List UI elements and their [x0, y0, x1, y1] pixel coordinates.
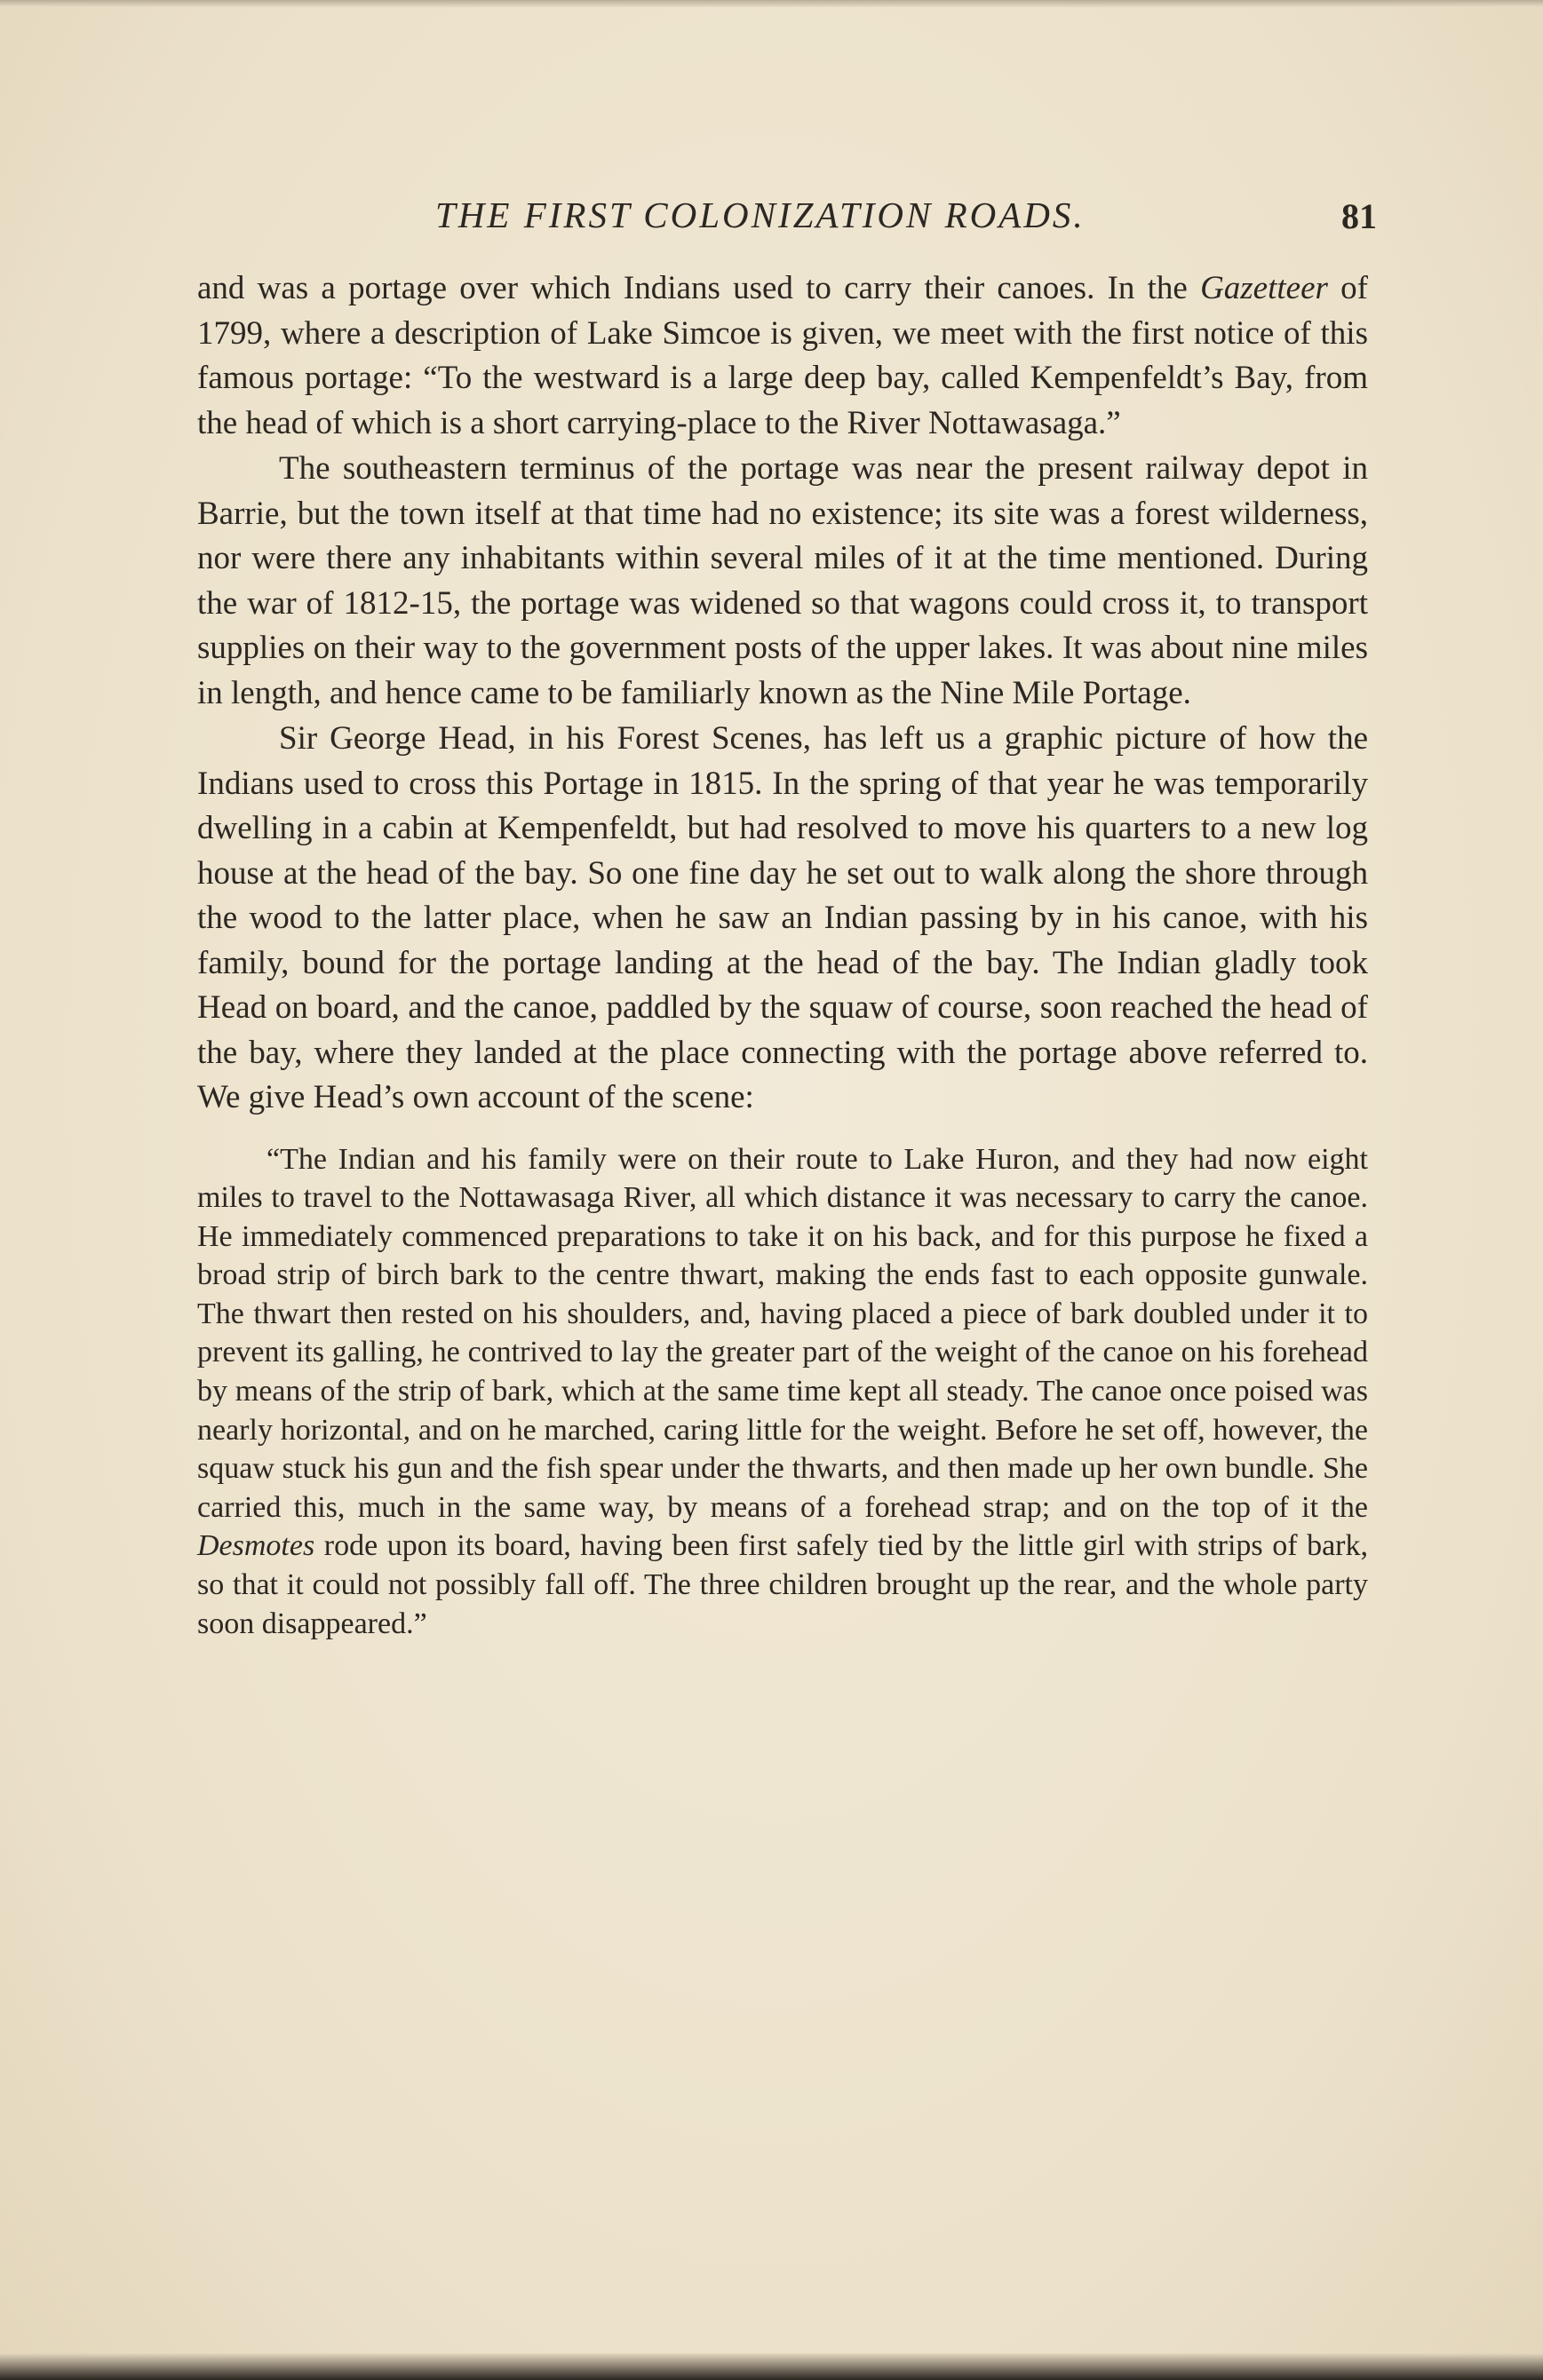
page-top-edge — [0, 0, 1543, 7]
paragraph-3: Sir George Head, in his Forest Scenes, has left us a graphic picture of how the Indians used to cross this Portage in 1815. In the spring of that year he was temporarily dwelling in a cabin at Kempenfeldt, but had resolved to move his quarters to a new log house at the head of the bay. So one fine day he set out to walk along the shore through the wood to the latter place, when he saw an Indian passing by in his canoe, with his family, bound for the portage landing at the head of the bay. The Indian gladly took Head on board, and the canoe, paddled by the squaw of course, soon reached the head of the bay, where they landed at the place connecting with the portage above referred to. We give Head’s own account of the scene: — [197, 720, 1368, 1115]
paragraph-1 — [197, 266, 1368, 446]
page-header — [195, 194, 1377, 247]
page-number: 81 — [1341, 196, 1377, 236]
gazetteer-title: Gazetteer — [1200, 270, 1328, 306]
body-text — [197, 266, 1368, 1643]
page-bottom-edge — [0, 2353, 1543, 2380]
paragraph-2: The southeastern terminus of the portage was near the present railway depot in Barrie, but the town itself at that time had no existence; its site was a forest wilderness, nor were there any inhabitants within several miles of it at the time mentioned. During the war of 1812-15, the portage was widened so that wagons could cross it, to transport supplies on their way to the government posts of the upper lakes. It was about nine miles in length, and hence came to be familiarly known as the Nine Mile Portage. — [197, 450, 1368, 711]
quote-text-a: “The Indian and his family were on their route to Lake Huron, and they had now eight miles to travel to the Nottawasaga River, all which distance it was necessary to carry the canoe. He immediately commenced preparations to take it on his back, and for this purpose he fixed a broad strip of birch bark to the centre thwart, making the ends fast to each opposite gunwale. The thwart then rested on his shoulders, and, having placed a piece of bark doubled under it to prevent its galling, he contrived to lay the greater part of the weight of the canoe on his forehead by means of the strip of bark, which at the same time kept all steady. The canoe once poised was nearly horizontal, and on he marched, caring little for the weight. Before he set off, however, the squaw stuck his gun and the fish spear under the thwarts, and then made up her own bundle. She carried this, much in the same way, by means of a forehead strap; and on the top of it the — [197, 1142, 1368, 1524]
running-title: THE FIRST COLONIZATION ROADS. — [435, 194, 1086, 235]
desmotes-word: Desmotes — [197, 1529, 315, 1563]
block-quote — [197, 1140, 1368, 1644]
paragraph-1-text-a: and was a portage over which Indians used to carry their canoes. In the — [197, 270, 1201, 306]
quote-text-b: rode upon its board, having been first safely tied by the little girl with strips of bark, so that it could not possibly fall off. The three children brought up the rear, and the whole party soon disappeared.” — [197, 1529, 1368, 1640]
paragraph-1-text-b: of 1799, where a description of Lake Simcoe is given, we meet with the first notice of this famous portage: “To the westward is a large deep bay, called Kempenfeldt’s Bay, from the head of which is a short carrying-place to the River Nottawasaga.” — [197, 270, 1368, 441]
